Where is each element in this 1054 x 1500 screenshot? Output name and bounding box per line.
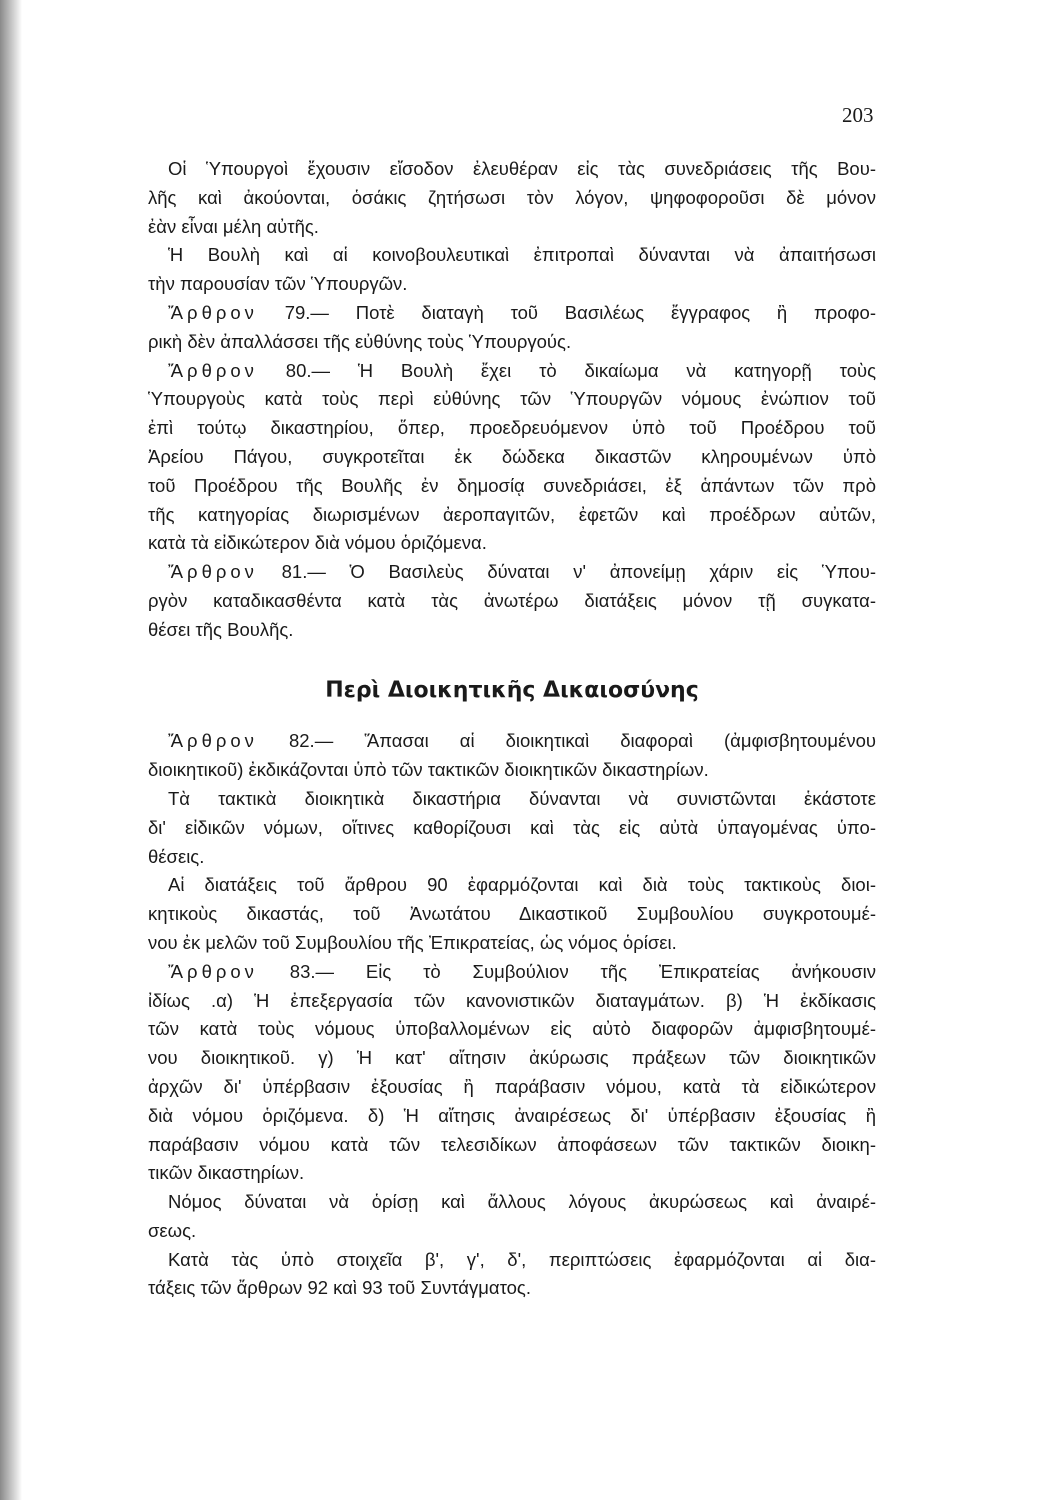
text-line <box>148 529 876 558</box>
line-text: λῆς καὶ ἀκούονται, ὁσάκις ζητήσωσι τὸν λόγον, ψηφοφοροῦσι δὲ μόνον <box>148 186 876 208</box>
text-line <box>148 155 876 184</box>
section-administrative-justice <box>148 727 876 1303</box>
paragraph <box>148 155 876 241</box>
line-text: Τὰ τακτικὰ διοικητικὰ δικαστήρια δύνανται νὰ συνιστῶνται ἑκάστοτε <box>168 787 876 809</box>
text-line <box>148 900 876 929</box>
line-text: ἐὰν εἶναι μέλη αὐτῆς. <box>148 215 319 237</box>
line-text: τῶν κατὰ τοὺς νόμους ὑποβαλλομένων εἰς αὐτὸ διαφορῶν ἀμφισβητουμέ- <box>148 1018 876 1040</box>
line-text: θέσεις. <box>148 845 205 867</box>
text-line <box>148 587 876 616</box>
line-text: Κατὰ τὰς ὑπὸ στοιχεῖα β', γ', δ', περιπτώσεις ἐφαρμόζονται αἱ δια- <box>168 1248 876 1270</box>
article-label: Ἄρθρον <box>168 359 258 381</box>
line-text: Ἀρείου Πάγου, συγκροτεῖται ἐκ δώδεκα δικαστῶν κληρουμένων ὑπὸ <box>148 445 876 467</box>
line-text: διοικητικοῦ) ἐκδικάζονται ὑπὸ τῶν τακτικῶν διοικητικῶν δικαστηρίων. <box>148 759 709 781</box>
line-text: θέσει τῆς Βουλῆς. <box>148 618 294 640</box>
article-paragraph <box>148 299 876 357</box>
text-line <box>148 1159 876 1188</box>
section-ministers <box>148 155 876 645</box>
paragraph <box>148 785 876 871</box>
text-line <box>148 328 876 357</box>
line-text: 81.— Ὁ Βασιλεὺς δύναται ν' ἀπονείμῃ χάριν εἰς Ὑπου- <box>281 561 876 583</box>
paragraph <box>148 871 876 957</box>
line-text: νου διοικητικοῦ. γ) Ἡ κατ' αἴτησιν ἀκύρωσις πράξεων τῶν διοικητικῶν <box>148 1047 876 1069</box>
text-line <box>148 472 876 501</box>
text-line <box>148 1073 876 1102</box>
text-line <box>148 414 876 443</box>
line-text: Νόμος δύναται νὰ ὁρίσῃ καὶ ἄλλους λόγους ἀκυρώσεως καὶ ἀναιρέ- <box>168 1191 876 1213</box>
line-text: κητικοὺς δικαστάς, τοῦ Ἀνωτάτου Δικαστικοῦ Συμβουλίου συγκροτουμέ- <box>148 903 876 925</box>
line-text: ἰδίως .α) Ἡ ἐπεξεργασία τῶν κανονιστικῶν διαταγμάτων. β) Ἡ ἐκδίκασις <box>148 989 876 1011</box>
line-text: παράβασιν νόμου κατὰ τῶν τελεσιδίκων ἀποφάσεων τῶν τακτικῶν διοικη- <box>148 1133 876 1155</box>
article-label: Ἄρθρον <box>168 301 258 323</box>
article-label: Ἄρθρον <box>168 730 258 752</box>
article-paragraph <box>148 958 876 1188</box>
line-text: τῆς κατηγορίας διωρισμένων ἀεροπαγιτῶν, ἐφετῶν καὶ προέδρων αὐτῶν, <box>148 503 876 525</box>
text-line <box>148 1217 876 1246</box>
line-text: Οἱ Ὑπουργοὶ ἔχουσιν εἴσοδον ἐλευθέραν εἰς τὰς συνεδριάσεις τῆς Βου- <box>168 158 876 179</box>
line-text: Αἱ διατάξεις τοῦ ἄρθρου 90 ἐφαρμόζονται καὶ διὰ τοὺς τακτικοὺς διοι- <box>168 874 876 896</box>
page-number: 203 <box>842 103 874 127</box>
text-line <box>148 958 876 987</box>
article-label: Ἄρθρον <box>168 960 258 982</box>
line-text: διὰ νόμου ὁριζόμενα. δ) Ἡ αἴτησις ἀναιρέσεως δι' ὑπέρβασιν ἐξουσίας ἢ <box>148 1104 876 1126</box>
text-line <box>148 1102 876 1131</box>
text-line <box>148 213 876 242</box>
section-heading: Περὶ Διοικητικῆς Δικαιοσύνης <box>325 677 699 703</box>
text-line <box>148 1246 876 1275</box>
line-text: Ἡ Βουλὴ καὶ αἱ κοινοβουλευτικαὶ ἐπιτροπαὶ δύνανται νὰ ἀπαιτήσωσι <box>168 244 876 266</box>
text-line <box>148 443 876 472</box>
article-label: Ἄρθρον <box>168 561 258 583</box>
text-line <box>148 1188 876 1217</box>
text-line <box>148 1015 876 1044</box>
text-line <box>148 987 876 1016</box>
line-text: Ὑπουργοὺς κατὰ τοὺς περὶ εὐθύνης τῶν Ὑπουργῶν νόμους ἐνώπιον τοῦ <box>148 388 876 410</box>
text-line <box>148 558 876 587</box>
line-text: δι' εἰδικῶν νόμων, οἵτινες καθορίζουσι καὶ τὰς εἰς αὐτὰ ὑπαγομένας ὑπο- <box>148 816 876 838</box>
text-line <box>148 501 876 530</box>
line-text: τὴν παρουσίαν τῶν Ὑπουργῶν. <box>148 273 408 295</box>
scan-edge <box>0 0 22 1500</box>
text-line <box>148 1044 876 1073</box>
text-line <box>148 616 876 645</box>
line-text: σεως. <box>148 1219 197 1241</box>
text-line <box>148 756 876 785</box>
text-line <box>148 1274 876 1303</box>
text-line <box>148 241 876 270</box>
line-text: ρικὴ δὲν ἀπαλλάσσει τῆς εὐθύνης τοὺς Ὑπουργούς. <box>148 330 572 352</box>
text-line <box>148 785 876 814</box>
line-text: 79.— Ποτὲ διαταγὴ τοῦ Βασιλέως ἔγγραφος ἢ προφο- <box>284 301 876 323</box>
paragraph <box>148 1246 876 1304</box>
line-text: τικῶν δικαστηρίων. <box>148 1162 305 1184</box>
article-paragraph <box>148 727 876 785</box>
line-text: νου ἐκ μελῶν τοῦ Συμβουλίου τῆς Ἐπικρατείας, ὡς νόμος ὁρίσει. <box>148 931 677 953</box>
text-line <box>148 184 876 213</box>
text-line <box>148 843 876 872</box>
text-line <box>148 1131 876 1160</box>
text-line <box>148 385 876 414</box>
article-paragraph <box>148 558 876 644</box>
line-text: τοῦ Προέδρου τῆς Βουλῆς ἐν δημοσίᾳ συνεδριάσει, ἐξ ἁπάντων τῶν πρὸ <box>148 474 876 496</box>
page-body <box>148 155 876 1303</box>
line-text: τάξεις τῶν ἄρθρων 92 καὶ 93 τοῦ Συντάγματος. <box>148 1277 531 1299</box>
text-line <box>148 357 876 386</box>
article-paragraph <box>148 357 876 559</box>
text-line <box>148 299 876 328</box>
line-text: ἀρχῶν δι' ὑπέρβασιν ἐξουσίας ἢ παράβασιν νόμου, κατὰ τὰ εἰδικώτερον <box>148 1075 876 1097</box>
line-text: κατὰ τὰ εἰδικώτερον διὰ νόμου ὁριζόμενα. <box>148 532 487 554</box>
line-text: ργὸν καταδικασθέντα κατὰ τὰς ἀνωτέρω διατάξεις μόνον τῇ συγκατα- <box>148 589 876 611</box>
line-text: ἐπὶ τούτῳ δικαστηρίου, ὅπερ, προεδρευόμενον ὑπὸ τοῦ Προέδρου τοῦ <box>148 417 876 439</box>
text-line <box>148 929 876 958</box>
paragraph <box>148 241 876 299</box>
paragraph <box>148 1188 876 1246</box>
text-line <box>148 727 876 756</box>
text-line <box>148 270 876 299</box>
text-line <box>148 814 876 843</box>
line-text: 80.— Ἡ Βουλὴ ἔχει τὸ δικαίωμα νὰ κατηγορῇ τοὺς <box>285 359 876 381</box>
line-text: 82.— Ἅπασαι αἱ διοικητικαὶ διαφοραὶ (ἀμφισβητουμένου <box>288 730 876 752</box>
line-text: 83.— Εἰς τὸ Συμβούλιον τῆς Ἐπικρατείας ἀνήκουσιν <box>289 960 876 982</box>
text-line <box>148 871 876 900</box>
